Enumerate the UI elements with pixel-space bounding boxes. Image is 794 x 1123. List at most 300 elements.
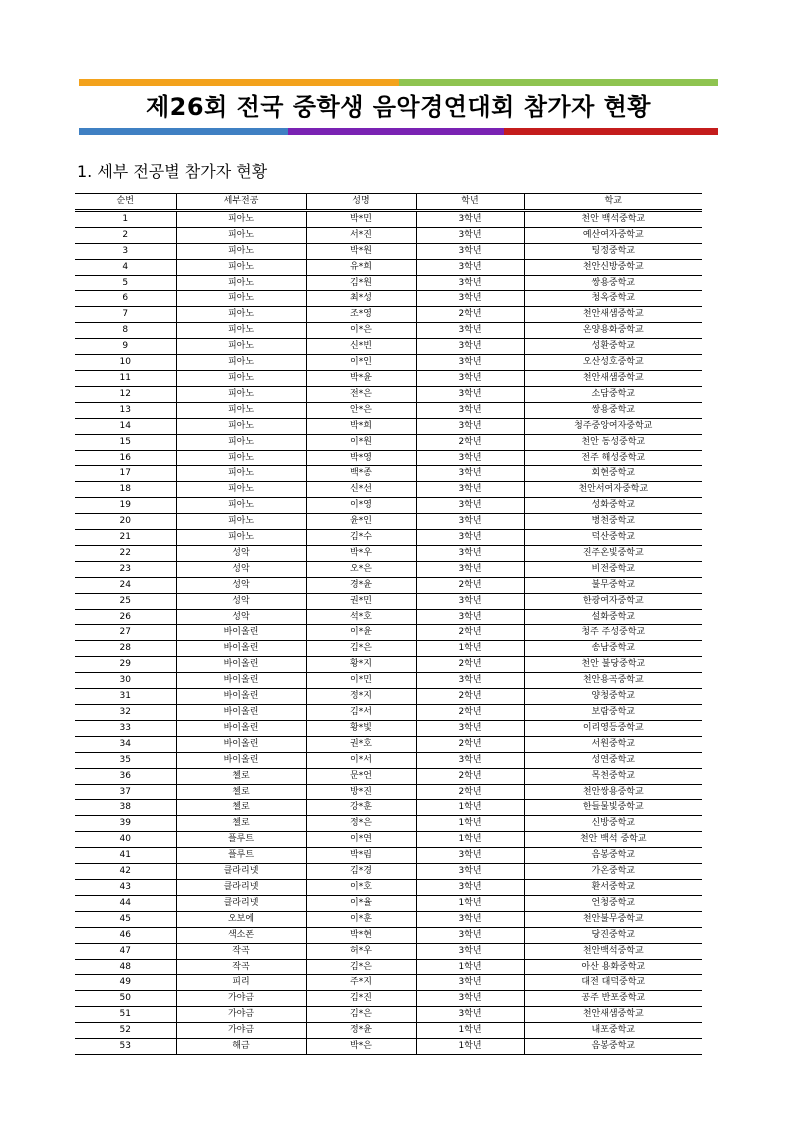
cell-major: 첼로 <box>176 784 306 800</box>
cell-major: 피아노 <box>176 530 306 546</box>
cell-name: 백*종 <box>306 466 416 482</box>
cell-school: 목천중학교 <box>524 768 702 784</box>
cell-major: 피아노 <box>176 275 306 291</box>
cell-name: 이*훈 <box>306 911 416 927</box>
cell-number: 17 <box>75 466 176 482</box>
cell-grade: 3학년 <box>416 927 524 943</box>
cell-number: 35 <box>75 752 176 768</box>
cell-major: 성악 <box>176 577 306 593</box>
cell-major: 오보에 <box>176 911 306 927</box>
cell-name: 박*림 <box>306 848 416 864</box>
cell-name: 김*서 <box>306 705 416 721</box>
cell-name: 이*연 <box>306 832 416 848</box>
cell-major: 피아노 <box>176 323 306 339</box>
table-row <box>75 370 702 386</box>
cell-school: 성환중학교 <box>524 339 702 355</box>
cell-major: 피리 <box>176 975 306 991</box>
cell-name: 오*은 <box>306 561 416 577</box>
cell-major: 피아노 <box>176 418 306 434</box>
cell-name: 허*우 <box>306 943 416 959</box>
cell-grade: 3학년 <box>416 402 524 418</box>
table-row <box>75 434 702 450</box>
cell-number: 21 <box>75 530 176 546</box>
cell-grade: 2학년 <box>416 768 524 784</box>
table-row <box>75 498 702 514</box>
table-row <box>75 545 702 561</box>
cell-school: 쌍용중학교 <box>524 402 702 418</box>
cell-grade: 3학년 <box>416 482 524 498</box>
cell-name: 박*민 <box>306 210 416 227</box>
cell-grade: 3학년 <box>416 561 524 577</box>
cell-name: 서*진 <box>306 227 416 243</box>
header-number: 순번 <box>75 194 176 211</box>
table-row <box>75 673 702 689</box>
table-row <box>75 450 702 466</box>
cell-name: 정*은 <box>306 816 416 832</box>
cell-grade: 3학년 <box>416 450 524 466</box>
cell-grade: 3학년 <box>416 593 524 609</box>
cell-name: 김*수 <box>306 530 416 546</box>
cell-grade: 2학년 <box>416 307 524 323</box>
table-row <box>75 768 702 784</box>
table-row <box>75 1007 702 1023</box>
cell-number: 46 <box>75 927 176 943</box>
cell-school: 송남중학교 <box>524 641 702 657</box>
cell-name: 안*은 <box>306 402 416 418</box>
cell-grade: 3학년 <box>416 370 524 386</box>
cell-grade: 1학년 <box>416 1023 524 1039</box>
cell-major: 피아노 <box>176 370 306 386</box>
cell-grade: 1학년 <box>416 895 524 911</box>
cell-name: 박*은 <box>306 1039 416 1055</box>
cell-number: 3 <box>75 243 176 259</box>
table-row <box>75 705 702 721</box>
cell-grade: 3학년 <box>416 355 524 371</box>
table-row <box>75 1039 702 1055</box>
table-body <box>75 210 702 1054</box>
cell-grade: 3학년 <box>416 975 524 991</box>
cell-name: 박*희 <box>306 418 416 434</box>
cell-name: 박*현 <box>306 927 416 943</box>
cell-name: 최*성 <box>306 291 416 307</box>
cell-name: 문*언 <box>306 768 416 784</box>
cell-number: 8 <box>75 323 176 339</box>
table-row <box>75 895 702 911</box>
cell-school: 천안 동성중학교 <box>524 434 702 450</box>
cell-major: 피아노 <box>176 466 306 482</box>
cell-number: 50 <box>75 991 176 1007</box>
cell-number: 10 <box>75 355 176 371</box>
table-row <box>75 752 702 768</box>
cell-major: 첼로 <box>176 816 306 832</box>
table-row <box>75 625 702 641</box>
cell-number: 24 <box>75 577 176 593</box>
table-row <box>75 975 702 991</box>
cell-school: 음봉중학교 <box>524 848 702 864</box>
cell-major: 플루트 <box>176 832 306 848</box>
cell-name: 주*지 <box>306 975 416 991</box>
cell-number: 47 <box>75 943 176 959</box>
cell-name: 박*우 <box>306 545 416 561</box>
section-heading: 1. 세부 전공별 참가자 현황 <box>77 162 268 181</box>
header-school: 학교 <box>524 194 702 211</box>
cell-grade: 3학년 <box>416 848 524 864</box>
cell-school: 당진중학교 <box>524 927 702 943</box>
cell-grade: 2학년 <box>416 577 524 593</box>
cell-name: 김*은 <box>306 1007 416 1023</box>
cell-school: 청옥중학교 <box>524 291 702 307</box>
table-row <box>75 323 702 339</box>
cell-major: 피아노 <box>176 402 306 418</box>
cell-school: 병천중학교 <box>524 514 702 530</box>
bottom-accent-bar-purple <box>288 128 504 135</box>
table-row <box>75 816 702 832</box>
cell-school: 천안백석중학교 <box>524 943 702 959</box>
cell-school: 내포중학교 <box>524 1023 702 1039</box>
cell-major: 바이올린 <box>176 736 306 752</box>
cell-major: 가야금 <box>176 1023 306 1039</box>
cell-number: 34 <box>75 736 176 752</box>
cell-grade: 2학년 <box>416 434 524 450</box>
table-row <box>75 848 702 864</box>
cell-major: 피아노 <box>176 259 306 275</box>
cell-major: 가야금 <box>176 1007 306 1023</box>
cell-number: 49 <box>75 975 176 991</box>
cell-major: 작곡 <box>176 943 306 959</box>
table-row <box>75 927 702 943</box>
cell-grade: 3학년 <box>416 991 524 1007</box>
cell-number: 37 <box>75 784 176 800</box>
header-grade: 학년 <box>416 194 524 211</box>
cell-number: 41 <box>75 848 176 864</box>
table-row <box>75 593 702 609</box>
cell-name: 김*은 <box>306 641 416 657</box>
cell-major: 피아노 <box>176 227 306 243</box>
cell-grade: 3학년 <box>416 339 524 355</box>
table-row <box>75 466 702 482</box>
cell-name: 이*원 <box>306 434 416 450</box>
cell-school: 보람중학교 <box>524 705 702 721</box>
cell-school: 천안쌍용중학교 <box>524 784 702 800</box>
cell-school: 대전 대덕중학교 <box>524 975 702 991</box>
cell-grade: 3학년 <box>416 210 524 227</box>
cell-major: 피아노 <box>176 482 306 498</box>
cell-number: 18 <box>75 482 176 498</box>
cell-school: 불무중학교 <box>524 577 702 593</box>
table-row <box>75 259 702 275</box>
cell-major: 색소폰 <box>176 927 306 943</box>
table-row <box>75 609 702 625</box>
cell-name: 박*윤 <box>306 370 416 386</box>
cell-number: 7 <box>75 307 176 323</box>
table-row <box>75 339 702 355</box>
cell-number: 27 <box>75 625 176 641</box>
cell-grade: 3학년 <box>416 323 524 339</box>
cell-name: 이*인 <box>306 355 416 371</box>
table-row <box>75 991 702 1007</box>
cell-number: 44 <box>75 895 176 911</box>
cell-number: 51 <box>75 1007 176 1023</box>
cell-major: 바이올린 <box>176 673 306 689</box>
cell-major: 바이올린 <box>176 705 306 721</box>
cell-number: 20 <box>75 514 176 530</box>
cell-number: 11 <box>75 370 176 386</box>
table-row <box>75 386 702 402</box>
cell-major: 피아노 <box>176 434 306 450</box>
cell-grade: 3학년 <box>416 243 524 259</box>
cell-number: 13 <box>75 402 176 418</box>
cell-major: 첼로 <box>176 800 306 816</box>
table-row <box>75 657 702 673</box>
cell-number: 30 <box>75 673 176 689</box>
cell-grade: 3학년 <box>416 498 524 514</box>
cell-grade: 2학년 <box>416 625 524 641</box>
cell-major: 바이올린 <box>176 641 306 657</box>
cell-name: 김*경 <box>306 864 416 880</box>
cell-school: 온양용화중학교 <box>524 323 702 339</box>
cell-name: 이*은 <box>306 323 416 339</box>
cell-name: 유*희 <box>306 259 416 275</box>
cell-name: 방*진 <box>306 784 416 800</box>
cell-number: 31 <box>75 689 176 705</box>
top-accent-bar-green <box>399 79 718 86</box>
cell-major: 피아노 <box>176 243 306 259</box>
table-row <box>75 720 702 736</box>
cell-name: 김*진 <box>306 991 416 1007</box>
cell-grade: 3학년 <box>416 466 524 482</box>
table-row <box>75 577 702 593</box>
cell-school: 천안새샘중학교 <box>524 370 702 386</box>
cell-grade: 3학년 <box>416 259 524 275</box>
cell-grade: 3학년 <box>416 291 524 307</box>
cell-number: 14 <box>75 418 176 434</box>
top-accent-bar-orange <box>79 79 399 86</box>
cell-school: 가온중학교 <box>524 864 702 880</box>
cell-school: 덕산중학교 <box>524 530 702 546</box>
cell-name: 이*서 <box>306 752 416 768</box>
cell-number: 4 <box>75 259 176 275</box>
cell-school: 이리영등중학교 <box>524 720 702 736</box>
table-row <box>75 355 702 371</box>
cell-school: 한광여자중학교 <box>524 593 702 609</box>
cell-school: 천안 백석 중학교 <box>524 832 702 848</box>
cell-name: 이*율 <box>306 895 416 911</box>
cell-grade: 2학년 <box>416 705 524 721</box>
table-row <box>75 943 702 959</box>
table-row <box>75 530 702 546</box>
cell-number: 29 <box>75 657 176 673</box>
cell-number: 32 <box>75 705 176 721</box>
cell-name: 신*선 <box>306 482 416 498</box>
cell-grade: 3학년 <box>416 530 524 546</box>
cell-name: 이*영 <box>306 498 416 514</box>
cell-school: 천안 불당중학교 <box>524 657 702 673</box>
cell-school: 환서중학교 <box>524 879 702 895</box>
cell-grade: 1학년 <box>416 959 524 975</box>
cell-major: 피아노 <box>176 386 306 402</box>
cell-major: 피아노 <box>176 291 306 307</box>
cell-name: 이*호 <box>306 879 416 895</box>
cell-name: 권*민 <box>306 593 416 609</box>
cell-grade: 3학년 <box>416 943 524 959</box>
cell-name: 윤*인 <box>306 514 416 530</box>
cell-school: 음봉중학교 <box>524 1039 702 1055</box>
cell-number: 9 <box>75 339 176 355</box>
cell-number: 43 <box>75 879 176 895</box>
cell-name: 박*원 <box>306 243 416 259</box>
cell-number: 5 <box>75 275 176 291</box>
table-row <box>75 482 702 498</box>
cell-number: 48 <box>75 959 176 975</box>
cell-school: 설화중학교 <box>524 609 702 625</box>
cell-name: 이*민 <box>306 673 416 689</box>
cell-grade: 3학년 <box>416 609 524 625</box>
table-row <box>75 243 702 259</box>
cell-school: 소담중학교 <box>524 386 702 402</box>
cell-name: 김*원 <box>306 275 416 291</box>
header-major: 세부전공 <box>176 194 306 211</box>
table-row <box>75 402 702 418</box>
cell-number: 16 <box>75 450 176 466</box>
cell-name: 석*호 <box>306 609 416 625</box>
cell-school: 천안신방중학교 <box>524 259 702 275</box>
cell-number: 25 <box>75 593 176 609</box>
table-row <box>75 800 702 816</box>
cell-school: 천안불무중학교 <box>524 911 702 927</box>
cell-name: 정*윤 <box>306 1023 416 1039</box>
cell-name: 박*영 <box>306 450 416 466</box>
cell-school: 팅정중학교 <box>524 243 702 259</box>
cell-number: 45 <box>75 911 176 927</box>
table-row <box>75 307 702 323</box>
cell-name: 전*은 <box>306 386 416 402</box>
table-row <box>75 227 702 243</box>
table-row <box>75 561 702 577</box>
cell-grade: 1학년 <box>416 1039 524 1055</box>
cell-grade: 2학년 <box>416 736 524 752</box>
cell-major: 피아노 <box>176 498 306 514</box>
bottom-accent-bar-red <box>504 128 718 135</box>
table-row <box>75 689 702 705</box>
bottom-accent-bar-blue <box>79 128 288 135</box>
cell-grade: 3학년 <box>416 673 524 689</box>
cell-major: 플루트 <box>176 848 306 864</box>
table-row <box>75 641 702 657</box>
cell-name: 이*윤 <box>306 625 416 641</box>
cell-grade: 3학년 <box>416 275 524 291</box>
cell-major: 피아노 <box>176 307 306 323</box>
cell-major: 바이올린 <box>176 625 306 641</box>
table-row <box>75 832 702 848</box>
cell-major: 해금 <box>176 1039 306 1055</box>
participant-table <box>75 193 702 1055</box>
cell-school: 비전중학교 <box>524 561 702 577</box>
cell-major: 바이올린 <box>176 689 306 705</box>
cell-number: 26 <box>75 609 176 625</box>
cell-number: 39 <box>75 816 176 832</box>
cell-school: 천안새샘중학교 <box>524 307 702 323</box>
cell-grade: 3학년 <box>416 545 524 561</box>
cell-grade: 3학년 <box>416 752 524 768</box>
cell-school: 진주온빛중학교 <box>524 545 702 561</box>
cell-major: 클라리넷 <box>176 895 306 911</box>
table-header-row <box>75 194 702 211</box>
cell-school: 공주 반포중학교 <box>524 991 702 1007</box>
cell-grade: 3학년 <box>416 911 524 927</box>
cell-school: 서원중학교 <box>524 736 702 752</box>
header-name: 성명 <box>306 194 416 211</box>
cell-grade: 3학년 <box>416 514 524 530</box>
cell-number: 38 <box>75 800 176 816</box>
cell-grade: 1학년 <box>416 800 524 816</box>
cell-school: 회현중학교 <box>524 466 702 482</box>
cell-school: 청주중앙여자중학교 <box>524 418 702 434</box>
table-row <box>75 291 702 307</box>
cell-school: 성연중학교 <box>524 752 702 768</box>
cell-school: 양청중학교 <box>524 689 702 705</box>
cell-major: 피아노 <box>176 210 306 227</box>
cell-grade: 3학년 <box>416 720 524 736</box>
cell-grade: 2학년 <box>416 657 524 673</box>
table-row <box>75 911 702 927</box>
cell-number: 53 <box>75 1039 176 1055</box>
cell-name: 강*훈 <box>306 800 416 816</box>
cell-major: 피아노 <box>176 514 306 530</box>
table-row <box>75 864 702 880</box>
cell-number: 40 <box>75 832 176 848</box>
cell-school: 청주 주성중학교 <box>524 625 702 641</box>
cell-school: 예산여자중학교 <box>524 227 702 243</box>
cell-grade: 3학년 <box>416 879 524 895</box>
cell-major: 첼로 <box>176 768 306 784</box>
cell-grade: 3학년 <box>416 1007 524 1023</box>
cell-grade: 1학년 <box>416 641 524 657</box>
cell-number: 42 <box>75 864 176 880</box>
cell-number: 23 <box>75 561 176 577</box>
cell-grade: 1학년 <box>416 816 524 832</box>
cell-number: 6 <box>75 291 176 307</box>
cell-major: 클라리넷 <box>176 879 306 895</box>
cell-school: 쌍용중학교 <box>524 275 702 291</box>
cell-number: 33 <box>75 720 176 736</box>
cell-school: 신방중학교 <box>524 816 702 832</box>
table-row <box>75 879 702 895</box>
document-title: 제26회 전국 중학생 음악경연대회 참가자 현황 <box>146 93 651 121</box>
cell-grade: 2학년 <box>416 689 524 705</box>
cell-grade: 1학년 <box>416 832 524 848</box>
cell-grade: 2학년 <box>416 784 524 800</box>
cell-number: 1 <box>75 210 176 227</box>
cell-number: 2 <box>75 227 176 243</box>
cell-major: 피아노 <box>176 450 306 466</box>
table-row <box>75 418 702 434</box>
cell-major: 바이올린 <box>176 720 306 736</box>
cell-major: 성악 <box>176 561 306 577</box>
table-row <box>75 210 702 227</box>
cell-major: 성악 <box>176 545 306 561</box>
cell-school: 언청중학교 <box>524 895 702 911</box>
cell-major: 피아노 <box>176 339 306 355</box>
cell-major: 클라리넷 <box>176 864 306 880</box>
cell-major: 가야금 <box>176 991 306 1007</box>
cell-school: 천안서여자중학교 <box>524 482 702 498</box>
cell-number: 28 <box>75 641 176 657</box>
cell-number: 22 <box>75 545 176 561</box>
cell-major: 바이올린 <box>176 657 306 673</box>
cell-school: 아산 용화중학교 <box>524 959 702 975</box>
table-row <box>75 959 702 975</box>
cell-grade: 3학년 <box>416 386 524 402</box>
